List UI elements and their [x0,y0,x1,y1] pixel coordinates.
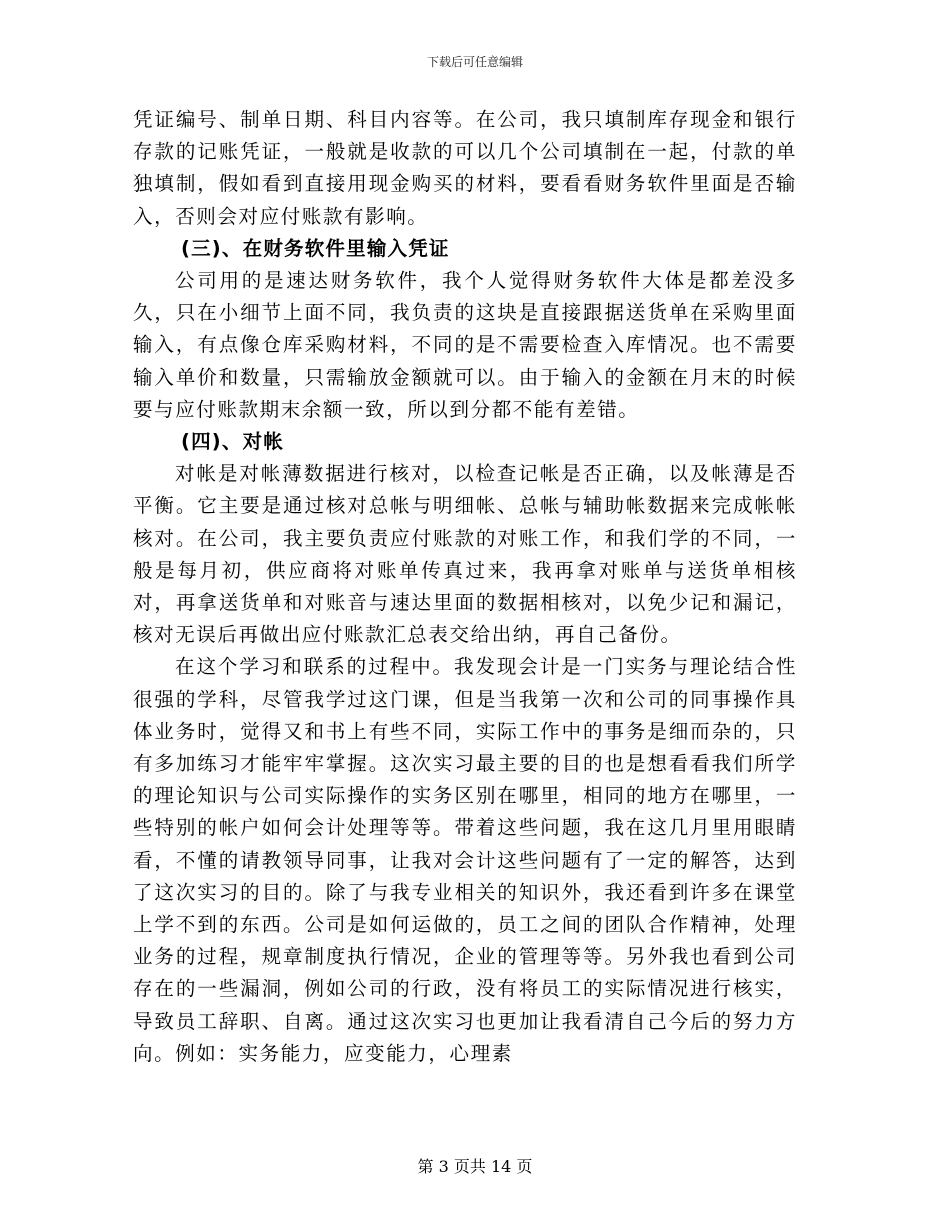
document-body [133,104,797,1070]
page-footer: 第 3 页共 14 页 [417,1157,533,1176]
paragraph-3: 对帐是对帐薄数据进行核对，以检查记帐是否正确，以及帐薄是否平衡。它主要是通过核对总帐与明细帐、总帐与辅助帐数据来完成帐帐核对。在公司，我主要负责应付账款的对账工作，和我们学的不同，一般是每月初，供应商将对账单传真过来，我再拿对账单与送货单相核对，再拿送货单和对账音与速达里面的数据相核对，以免少记和漏记，核对无误后再做出应付账款汇总表交给出纳，再自己备份。 [133,462,797,647]
section-heading-3: (三)、在财务软件里输入凭证 [181,236,450,260]
paragraph-4: 在这个学习和联系的过程中。我发现会计是一门实务与理论结合性很强的学科，尽管我学过这门课，但是当我第一次和公司的同事操作具体业务时，觉得又和书上有些不同，实际工作中的事务是细而杂的，只有多加练习才能牢牢掌握。这次实习最主要的目的也是想看看我们所学的理论知识与公司实际操作的实务区别在哪里，相同的地方在哪里，一些特别的帐户如何会计处理等等。带着这些问题，我在这几月里用眼睛看，不懂的请教领导同事，让我对会计这些问题有了一定的解答，达到了这次实习的目的。除了与我专业相关的知识外，我还看到许多在课堂上学不到的东西。公司是如何运做的，员工之间的团队合作精神，处理业务的过程，规章制度执行情况，企业的管理等等。另外我也看到公司存在的一些漏洞，例如公司的行政，没有将员工的实际情况进行核实，导致员工辞职、自离。通过这次实习也更加让我看清自己今后的努力方向。例如：实务能力，应变能力，心理素 [133,655,797,1065]
page-header: 下载后可任意编辑 [426,55,523,69]
section-heading-4: (四)、对帐 [181,430,285,454]
paragraph-2: 公司用的是速达财务软件，我个人觉得财务软件大体是都差没多久，只在小细节上面不同，我负责的这块是直接跟据送货单在采购里面输入，有点像仓库采购材料，不同的是不需要检查入库情况。也不需要输入单价和数量，只需输放金额就可以。由于输入的金额在月末的时候要与应付账款期末余额一致，所以到分都不能有差错。 [133,269,797,421]
paragraph-1: 凭证编号、制单日期、科目内容等。在公司，我只填制库存现金和银行存款的记账凭证，一般就是收款的可以几个公司填制在一起，付款的单独填制，假如看到直接用现金购买的材料，要看看财务软件里面是否输入，否则会对应付账款有影响。 [133,108,797,228]
